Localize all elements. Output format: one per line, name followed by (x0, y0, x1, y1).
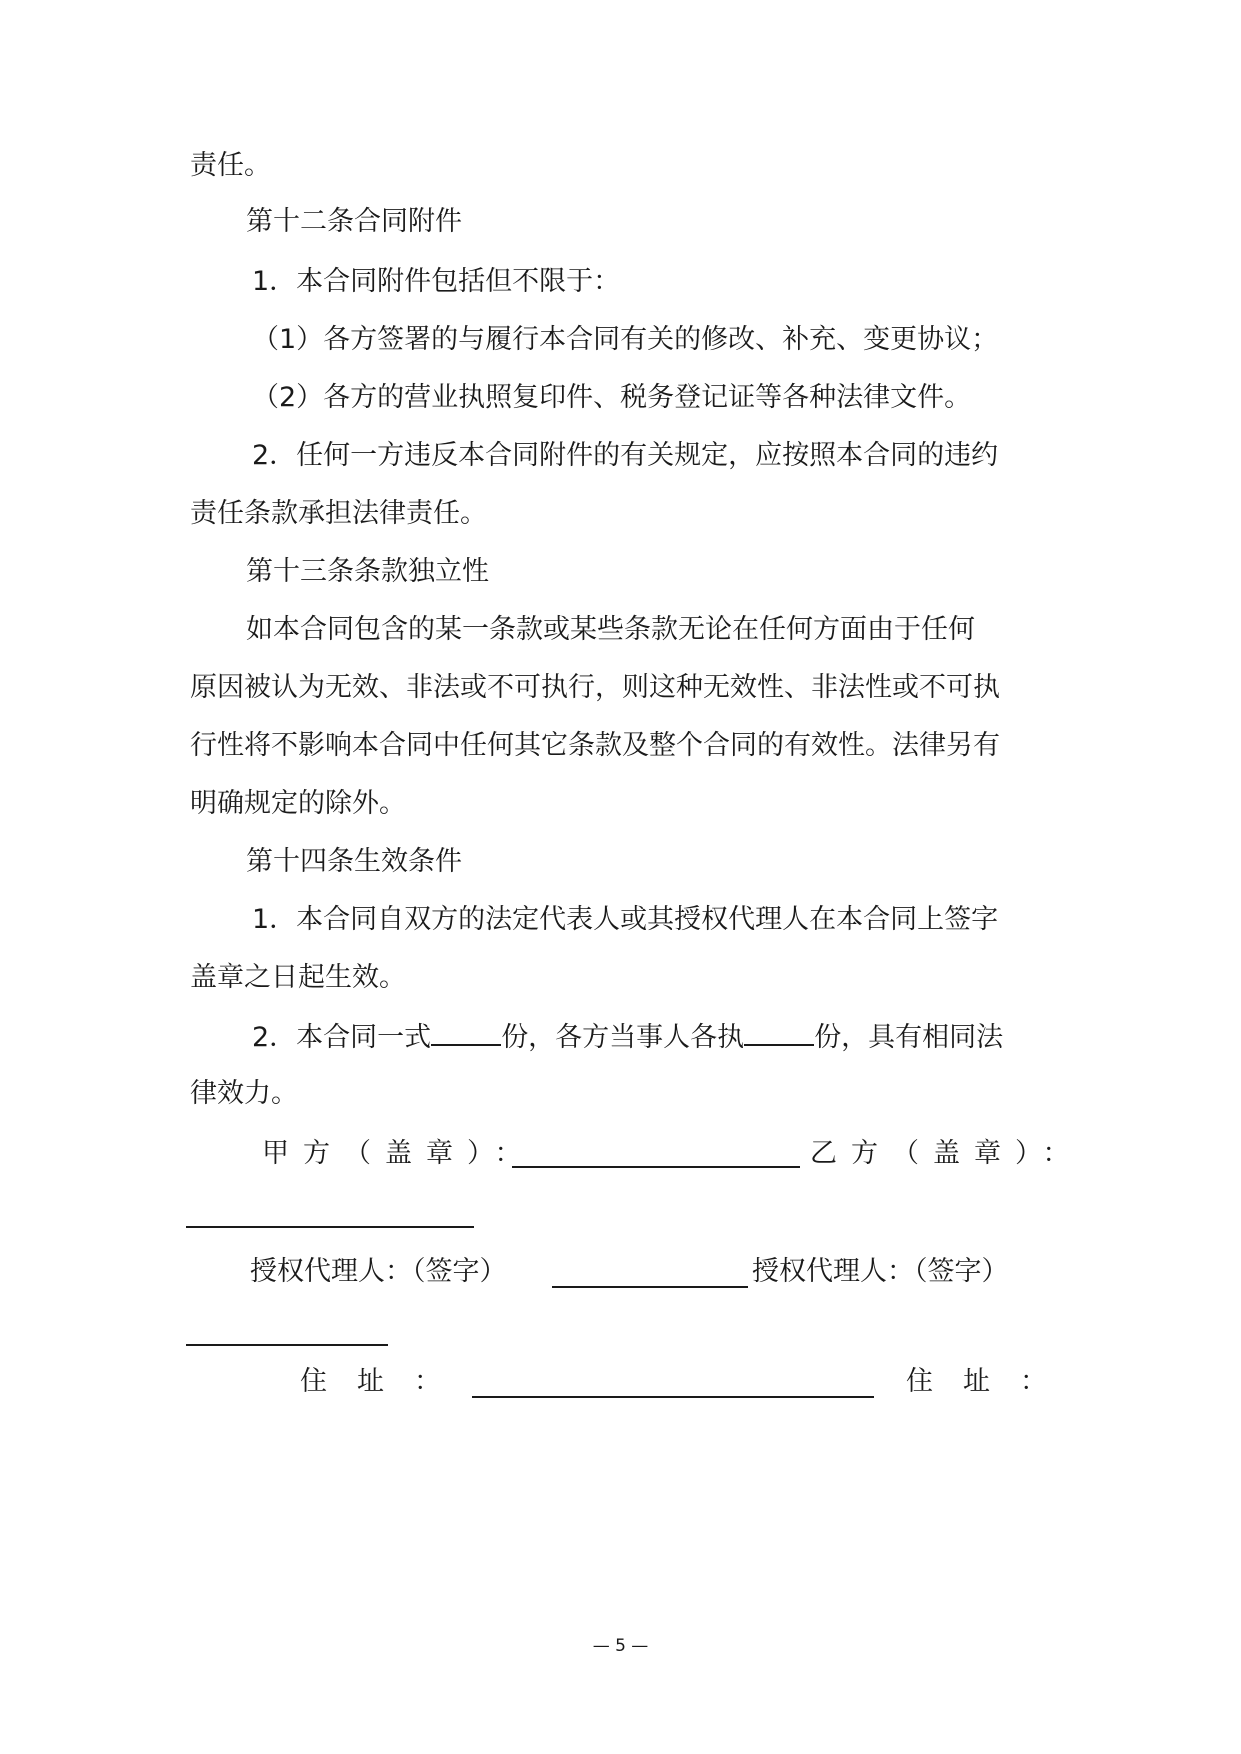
party-b-seal-label: 乙方（盖章）： (810, 1138, 1084, 1169)
agent-b-label: 授权代理人：（签字） (752, 1256, 1009, 1287)
agent-a-label: 授权代理人：（签字） (250, 1256, 507, 1287)
address-a-label: 住址： (300, 1366, 471, 1397)
agent-a-line[interactable] (552, 1286, 748, 1288)
copies-text-post: 份，具有相同法 (814, 1022, 1004, 1053)
article-14-item-1-line-1: 1．本合同自双方的法定代表人或其授权代理人在本合同上签字 (252, 904, 999, 935)
article-12-item-1-sub-1: （1）各方签署的与履行本合同有关的修改、补充、变更协议； (252, 324, 999, 355)
article-12-item-1-sub-2: （2）各方的营业执照复印件、税务登记证等各种法律文件。 (252, 382, 972, 413)
copies-each-blank[interactable] (744, 1016, 814, 1046)
paragraph-continuation: 责任。 (190, 150, 271, 181)
copies-text-mid: 份，各方当事人各执 (501, 1022, 745, 1053)
article-13-line-1: 如本合同包含的某一条款或某些条款无论在任何方面由于任何 (246, 614, 975, 645)
article-14-title: 第十四条生效条件 (246, 846, 462, 877)
party-a-seal-label: 甲方（盖章）： (262, 1138, 536, 1169)
party-b-seal-line[interactable] (186, 1226, 474, 1228)
article-12-item-2-line-2: 责任条款承担法律责任。 (190, 498, 487, 529)
copies-total-blank[interactable] (431, 1016, 501, 1046)
article-14-item-2-line-1 (252, 1016, 1122, 1056)
agent-b-line[interactable] (186, 1344, 388, 1346)
article-14-item-1-line-2: 盖章之日起生效。 (190, 962, 406, 993)
address-b-label: 住址： (906, 1366, 1077, 1397)
article-14-item-2-line-2: 律效力。 (190, 1078, 298, 1109)
article-12-item-1: 1．本合同附件包括但不限于： (252, 266, 621, 297)
article-12-title: 第十二条合同附件 (246, 206, 462, 237)
article-13-line-3: 行性将不影响本合同中任何其它条款及整个合同的有效性。法律另有 (190, 730, 1000, 761)
page-number: — 5 — (592, 1636, 649, 1656)
article-12-item-2-line-1: 2．任何一方违反本合同附件的有关规定，应按照本合同的违约 (252, 440, 999, 471)
address-a-line[interactable] (472, 1396, 874, 1398)
article-13-line-4: 明确规定的除外。 (190, 788, 406, 819)
party-a-seal-line[interactable] (512, 1166, 800, 1168)
article-13-title: 第十三条条款独立性 (246, 556, 489, 587)
article-13-line-2: 原因被认为无效、非法或不可执行，则这种无效性、非法性或不可执 (190, 672, 1000, 703)
copies-text-pre: 2．本合同一式 (252, 1022, 432, 1053)
